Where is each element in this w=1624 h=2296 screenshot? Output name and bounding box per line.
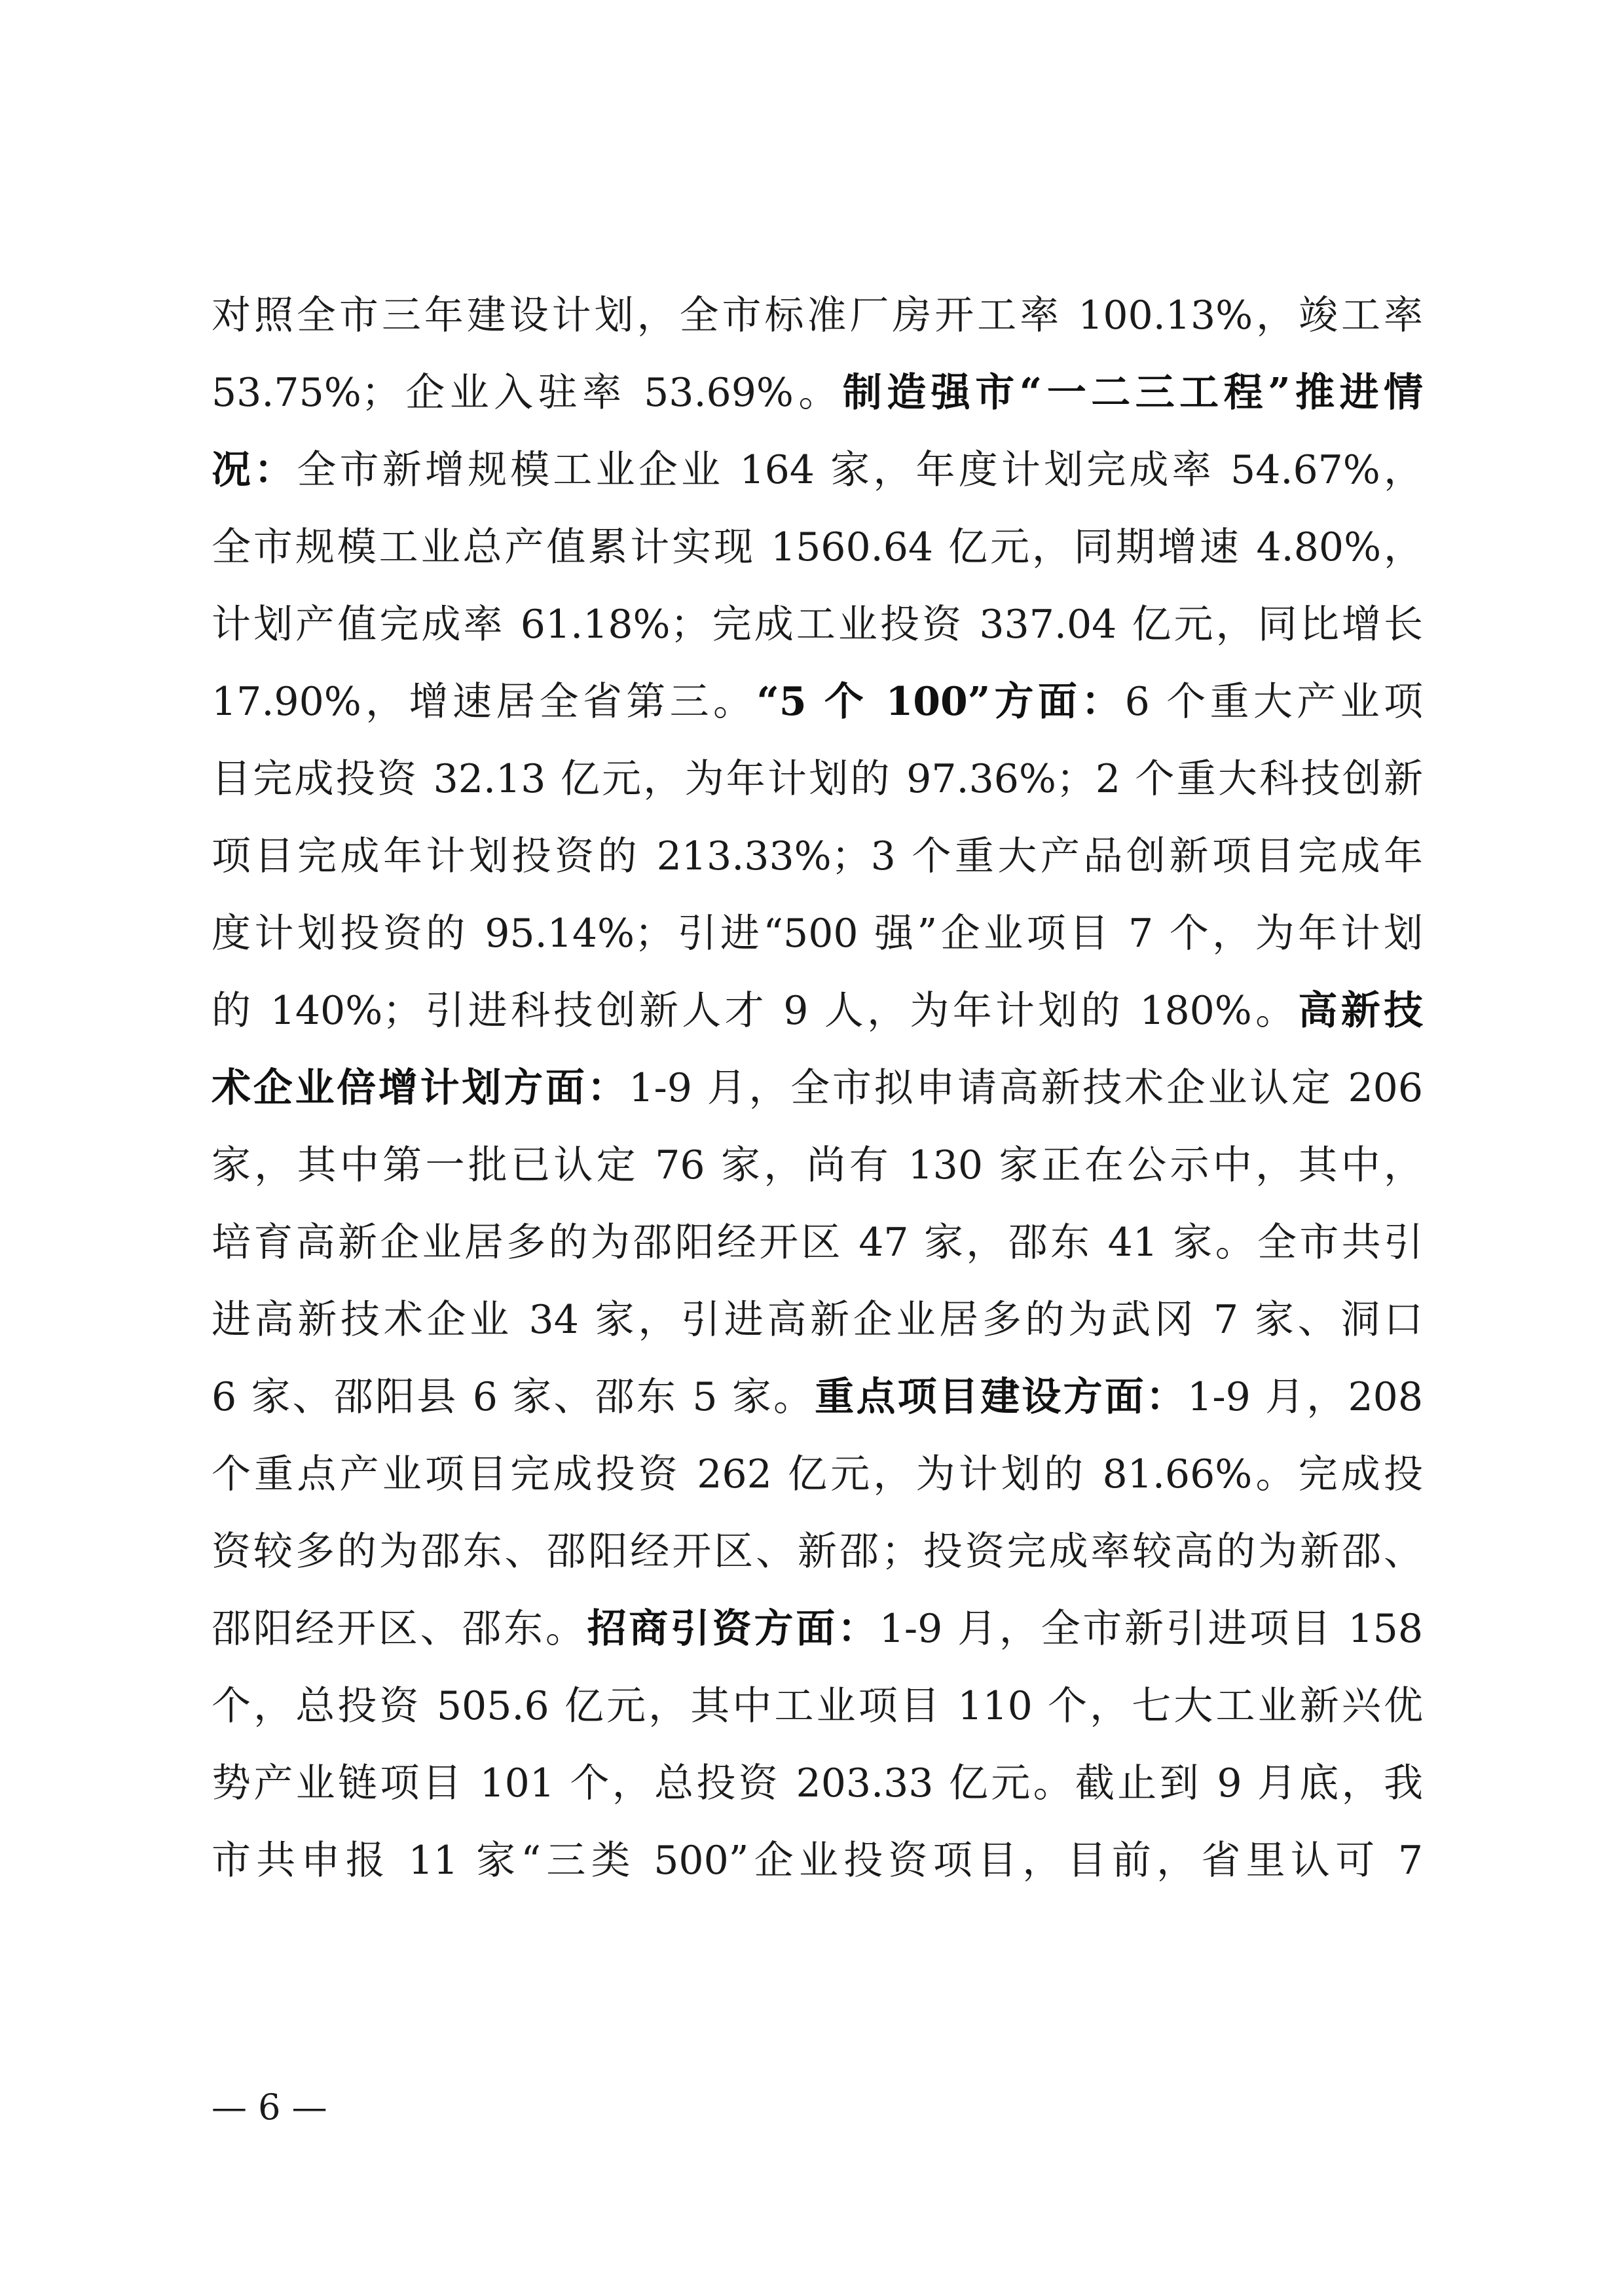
text-line bbox=[212, 1062, 1423, 1114]
text-line bbox=[212, 753, 1423, 805]
text-segment: 53.75%；企业入驻率 53.69%。 bbox=[212, 370, 843, 416]
text-line bbox=[212, 1525, 1423, 1578]
text-line bbox=[212, 598, 1423, 651]
text-segment: 对照全市三年建设计划，全市标准厂房开工率 100.13%，竣工率 bbox=[212, 293, 1423, 338]
text-line bbox=[212, 1448, 1423, 1501]
text-line bbox=[212, 1139, 1423, 1192]
text-segment: 市共申报 11 家“三类 500”企业投资项目，目前，省里认可 7 bbox=[212, 1838, 1423, 1884]
text-line bbox=[212, 985, 1423, 1037]
text-segment: 度计划投资的 95.14%；引进“500 强”企业项目 7 个，为年计划 bbox=[212, 911, 1423, 957]
bold-heading-segment: 重点项目建设方面： bbox=[815, 1374, 1188, 1420]
text-segment: 6 个重大产业项 bbox=[1124, 679, 1424, 725]
bold-heading-segment: 术企业倍增计划方面： bbox=[212, 1065, 629, 1111]
text-segment: 目完成投资 32.13 亿元，为年计划的 97.36%；2 个重大科技创新 bbox=[212, 756, 1423, 802]
text-segment: 全市新增规模工业企业 164 家，年度计划完成率 54.67%， bbox=[297, 447, 1423, 493]
bold-heading-segment: 况： bbox=[212, 447, 297, 493]
text-line bbox=[212, 1680, 1423, 1732]
bold-heading-segment: “5 个 100”方面： bbox=[756, 679, 1125, 725]
text-segment: 个，总投资 505.6 亿元，其中工业项目 110 个，七大工业新兴优 bbox=[212, 1683, 1423, 1729]
text-line bbox=[212, 1757, 1423, 1810]
text-segment: 1-9 月，全市新引进项目 158 bbox=[879, 1606, 1424, 1652]
text-line bbox=[212, 444, 1423, 496]
bold-heading-segment: 高新技 bbox=[1298, 988, 1424, 1034]
text-segment: 的 140%；引进科技创新人才 9 人，为年计划的 180%。 bbox=[212, 988, 1299, 1034]
text-line bbox=[212, 676, 1423, 728]
text-segment: 势产业链项目 101 个，总投资 203.33 亿元。截止到 9 月底，我 bbox=[212, 1760, 1423, 1806]
bold-heading-segment: 招商引资方面： bbox=[587, 1606, 879, 1652]
text-segment: 邵阳经开区、邵东。 bbox=[212, 1606, 587, 1652]
text-segment: 17.90%，增速居全省第三。 bbox=[212, 679, 757, 725]
text-line bbox=[212, 1834, 1423, 1887]
text-segment: 6 家、邵阳县 6 家、邵东 5 家。 bbox=[212, 1374, 815, 1420]
text-segment: 资较多的为邵东、邵阳经开区、新邵；投资完成率较高的为新邵、 bbox=[212, 1529, 1423, 1575]
bold-heading-segment: 制造强市“一二三工程”推进情 bbox=[842, 370, 1423, 416]
text-line bbox=[212, 1371, 1423, 1423]
text-line bbox=[212, 289, 1423, 342]
text-segment: 1-9 月，208 bbox=[1187, 1374, 1424, 1420]
text-segment: 计划产值完成率 61.18%；完成工业投资 337.04 亿元，同比增长 bbox=[212, 602, 1423, 647]
text-line bbox=[212, 367, 1423, 419]
text-segment: 全市规模工业总产值累计实现 1560.64 亿元，同期增速 4.80%， bbox=[212, 524, 1423, 570]
text-line bbox=[212, 1294, 1423, 1346]
text-line bbox=[212, 830, 1423, 883]
text-line bbox=[212, 907, 1423, 960]
text-segment: 进高新技术企业 34 家，引进高新企业居多的为武冈 7 家、洞口 bbox=[212, 1297, 1423, 1343]
text-line bbox=[212, 521, 1423, 574]
text-segment: 个重点产业项目完成投资 262 亿元，为计划的 81.66%。完成投 bbox=[212, 1451, 1423, 1497]
text-line bbox=[212, 1216, 1423, 1269]
text-segment: 培育高新企业居多的为邵阳经开区 47 家，邵东 41 家。全市共引 bbox=[212, 1220, 1423, 1266]
text-line bbox=[212, 1603, 1423, 1655]
page-number: — 6 — bbox=[212, 2086, 327, 2128]
text-segment: 项目完成年计划投资的 213.33%；3 个重大产品创新项目完成年 bbox=[212, 833, 1423, 879]
text-segment: 家，其中第一批已认定 76 家，尚有 130 家正在公示中，其中， bbox=[212, 1142, 1423, 1188]
text-segment: 1-9 月，全市拟申请高新技术企业认定 206 bbox=[629, 1065, 1423, 1111]
